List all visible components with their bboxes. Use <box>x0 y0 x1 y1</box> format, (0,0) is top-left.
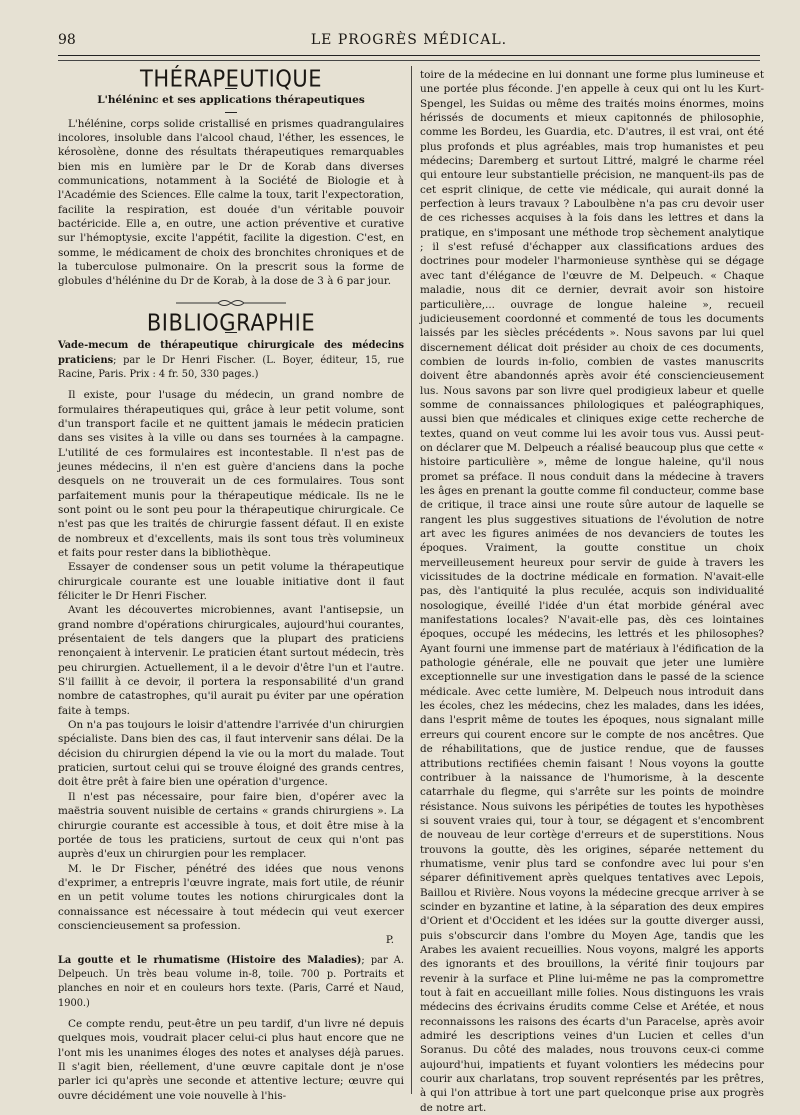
review1-paragraph: M. le Dr Fischer, pénétré des idées que nous venons d'exprimer, a entrepris l'œuvre ingrate, mais fort utile, de réunir en un petit volume toutes les notions chirurgicales dont la connaissance est nécessaire à tout médecin qui veut exercer consciencieusement sa profession. <box>58 862 404 932</box>
review1-paragraph: Il n'est pas nécessaire, pour faire bien, d'opérer avec la maëstria souvent nuisible de certains « grands chirurgiens ». La chirurgie courante est accessible à tous, et doit être mise à la portée de tous les praticiens, surtout de ceux qui n'ont pas auprès d'eux un chirurgien pour les remplacer. <box>58 790 404 861</box>
section-title-therapeutique: THÉRAPEUTIQUE <box>140 65 322 93</box>
review1-signature: P. <box>385 934 394 947</box>
review2-body-left <box>58 1017 404 1103</box>
review2-paragraph: Ce compte rendu, peut-être un peu tardif, d'un livre né depuis quelques mois, voudrait placer celui-ci plus haut encore que ne l'ont mis les unanimes éloges des notes et analyses déjà parues. Il s'agit bien, réellement, d'une œuvre capitale dont je n'ose parler ici qu'après une seconde et attentive lecture; œuvre qui ouvre décidément une voie nouvelle à l'his- <box>58 1017 404 1102</box>
column-divider <box>411 66 412 1094</box>
review2-citation <box>58 954 404 1011</box>
right-column <box>420 68 764 1114</box>
review1-publisher: ; par le Dr Henri Fischer. (L. Boyer, éditeur, 15, rue Racine, Paris. Prix : 4 fr. 50, 330 pages.) <box>58 354 404 380</box>
review1-citation <box>58 339 404 382</box>
section-title-bibliographie: BIBLIOGRAPHIE <box>146 309 316 336</box>
review1-paragraph: On n'a pas toujours le loisir d'attendre l'arrivée d'un chirurgien spécialiste. Dans bien des cas, il faut intervenir sans délai. De la décision du chirurgien dépend la vie ou la mort du malade. Tout praticien, surtout celui qui se trouve éloigné des grands centres, doit être prêt à faire bien une opération d'urgence. <box>58 719 404 789</box>
header-rule-secondary <box>58 60 760 61</box>
helenine-paragraph: L'hélénine, corps solide cristallisé en prismes quadrangulaires incolores, insoluble dans l'alcool chaud, l'éther, les essences, le kérosolène, donne des résultats thérapeutiques remarquables bien mis en lumière par le Dr de Korab dans diverses communications, notamment à la Société de Biologie et à l'Académie des Sciences. Elle calme la toux, tarit l'expectoration, facilite la respiration, est douée d'un véritable pouvoir bactéricide. Elle a, en outre, une action préventive et curative sur l'hémoptysie, excite l'appétit, facilite la digestion. C'est, en somme, le médicament de choix des bronchites chroniques et de la tuberculose pulmonaire. On la prescrit sous la forme de globules d'hélénine du Dr de Korab, à la dose de 3 à 6 par jour. <box>58 117 404 288</box>
review1-paragraph: Essayer de condenser sous un petit volume la thérapeutique chirurgicale courante est une louable initiative dont il faut féliciter le Dr Henri Fischer. <box>58 561 404 602</box>
review1-title: Vade-mecum de thérapeutique chirurgicale des médecins praticiens <box>58 340 404 366</box>
page-number: 98 <box>58 32 76 48</box>
left-column <box>58 65 404 1102</box>
article-dash <box>225 112 237 113</box>
section-ornament <box>176 298 286 308</box>
page-header <box>58 32 760 56</box>
header-rule <box>58 55 760 56</box>
review2-paragraph-continued: toire de la médecine en lui donnant une forme plus lumineuse et une portée plus féconde. J'en appelle à ceux qui ont lu les Kurt-Spengel, les Suidas ou même des traités moins énormes, moins hérissés de documents et mieux capitonnés de philosophie, comme les Bordeu, les Guardia, etc. D'autres, il est vrai, ont été plus profonds et plus agréables, mais trop humanistes et peu médecins; Daremberg et surtout Littré, malgré le charme réel qui entoure leur substantielle précision, ne manquent-ils pas de cet esprit clinique, de cette vie médicale, qui aurait donné la perfection à leurs travaux ? Laboulbène n'a pas cru devoir user de ces richesses acquises à la fois dans les lettres et dans la pratique, en s'imposant une méthode trop sèchement analytique ; il s'est refusé d'échapper aux classifications ardues des doctrines pour modeler l'harmonieuse synthèse qui se dégage avec tant d'élégance de l'œuvre de M. Delpeuch. « Chaque maladie, nous dit ce dernier, devrait avoir son histoire particulière,... ouvrage de longue haleine », recueil judicieusement coordonné et commenté de tous les documents laissés par les siècles précédents ». Nous savons par lui quel discernement délicat doit présider au choix de ces documents, combien de lourds in-folio, combien de vastes manuscrits doivent être abandonnés après avoir été consciencieusement lus. Nous savons par son livre quel prodigieux labeur et quelle somme de connaissances philologiques et paléographiques, aussi bien que médicales et cliniques exige cette recherche de textes, quand on veut comme lui les avoir tous vus. Aussi peut-on déclarer que M. Delpeuch a réalisé beaucoup plus que cette « histoire particulière », même de longue haleine, qu'il nous promet sa préface. Il nous conduit dans la médecine à travers les âges en prenant la goutte comme fil conducteur, comme base de critique, il trace ainsi une route sûre autour de laquelle se rangent les plus suggestives situations de l'évolution de notre art avec les figures animées de nos devanciers de toutes les époques. Vraiment, la goutte constitue un choix merveilleusement heureux pour servir de guide à travers les vicissitudes de la doctrine médicale en formation. N'avait-elle pas, dès l'antiquité la plus reculée, acquis son individualité nosologique, éveillé l'idée d'un état morbide général avec manifestations locales? N'avait-elle pas, dès ces lointaines époques, occupé les médecins, les lettrés et les philosophes? Ayant fourni une immense part de matériaux à l'édification de la pathologie générale, elle ne pouvait que jeter une lumière exceptionnelle sur une investigation dans le passé de la science médicale. Avec cette lumière, M. Delpeuch nous introduit dans les écoles, chez les médecins, chez les malades, dans les idées, dans l'esprit même de toutes les époques, nous signalant mille erreurs qui courent encore sur le compte de nos ancêtres. Que de réhabilitations, que de justice rendue, que de fausses attributions rectifiées chemin faisant ! Nous voyons la goutte contribuer à la naissance de l'humorisme, à la descente catarrhale du flegme, qui s'arrête sur les points de moindre résistance. Nous suivons les péripéties de toutes les hypothèses si souvent vraies qui, tour à tour, se dégagent et s'encombrent de nouveau de leur cortège d'erreurs et de superstitions. Nous trouvons la goutte, dès les origines, séparée nettement du rhumatisme, venir plus tard se confondre avec lui pour s'en séparer définitivement après quelques tentatives avec Lepois, Baillou et Rivière. Nous voyons la médecine grecque arriver à se scinder en byzantine et latine, à la séparation des deux empires d'Orient et d'Occident et les idées sur la goutte diverger aussi, puis s'obscurcir dans l'ombre du Moyen Age, tandis que les Arabes les avaient recueillies. Nous voyons, malgré les apports des ignorants et des brouillons, la vérité finir toujours par revenir à la surface et Pline lui-même ne pas la compromettre tout à fait en accueillant mille folies. Nous distinguons les vrais médecins des écrivains érudits comme Celse et Arétée, et nous reconnaissons les raisons des écarts d'un Paracelse, après avoir admiré les descriptions veines d'un Lucien et celles d'un Soranus. Du côté des malades, nous trouvons ceux-ci comme aujourd'hui, impatients et fuyant volontiers les médecins pour courir aux charlatans, trop souvent représentés par les prêtres, à qui l'on attribue à tort une part quelconque prise aux progrès de notre art. <box>420 69 764 1114</box>
review2-title: La goutte et le rhumatisme (Histoire des Maladies) <box>58 954 362 966</box>
review1-paragraph: Il existe, pour l'usage du médecin, un grand nombre de formulaires thérapeutiques qui, grâce à leur petit volume, sont d'un transport facile et ne quittent jamais le médecin praticien dans ses visites à la ville ou dans ses tournées à la campagne. L'utilité de ces formulaires est incontestable. Il n'est pas de jeunes médecins, il n'en est guère d'anciens dans la poche desquels on ne trouverait un de ces formulaires. Tous sont parfaitement munis pour la thérapeutique médicale. Ils ne le sont point ou le sont peu pour la thérapeutique chirurgicale. Ce n'est pas que les traités de chirurgie fassent défaut. Il en existe de nombreux et d'excellents, mais ils sont tous très volumineux et faits pour rester dans la bibliothèque. <box>58 389 404 559</box>
review1-paragraph: Avant les découvertes microbiennes, avant l'antisepsie, un grand nombre d'opérations chirurgicales, aujourd'hui courantes, présentaient de tels dangers que la plupart des praticiens renonçaient à intervenir. Le praticien étant surtout médecin, très peu chirurgien. Actuellement, il a le devoir d'être l'un et l'autre. S'il faillit à ce devoir, il portera la responsabilité d'un grand nombre de catastrophes, qu'il aurait pu éviter par une opération faite à temps. <box>58 604 404 717</box>
review1-body <box>58 388 404 947</box>
journal-title: LE PROGRÈS MÉDICAL. <box>310 32 508 48</box>
review2-publisher: ; par A. Delpeuch. Un très beau volume in-8, toile. 700 p. Portraits et planches en noir et en couleurs hors texte. (Paris, Carré et Naud, 1900.) <box>58 954 404 1009</box>
article-title-helenine: L'héléninc et ses applications thérapeutiques <box>97 94 365 107</box>
